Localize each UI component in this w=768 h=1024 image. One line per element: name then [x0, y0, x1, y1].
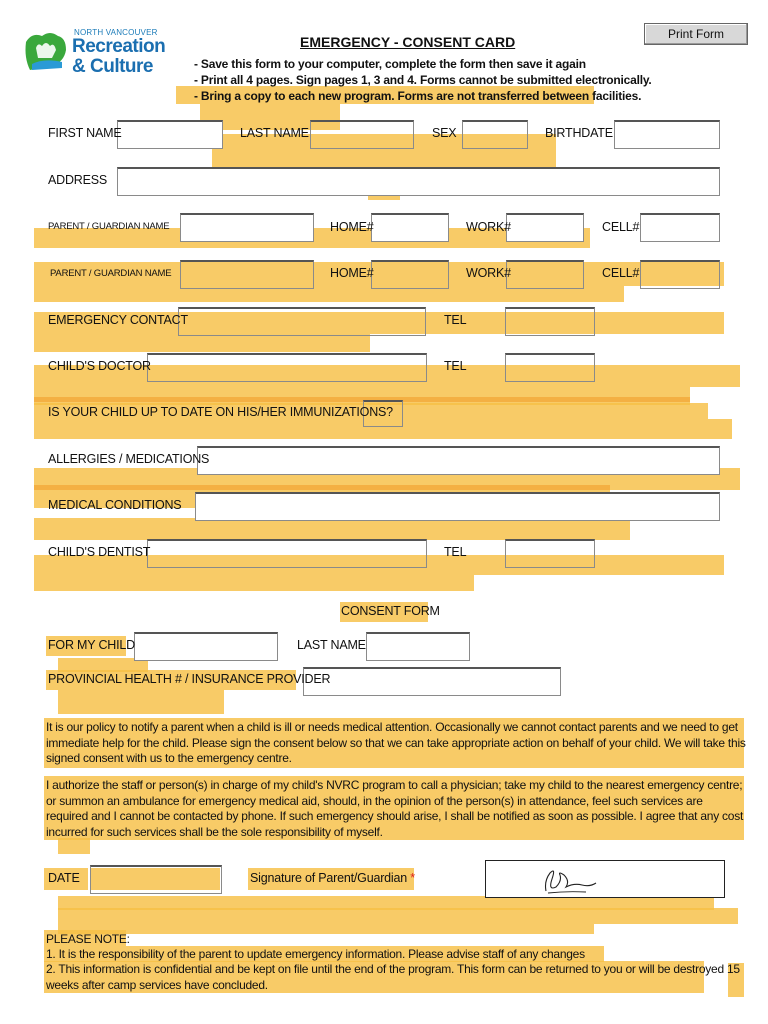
consent-child-first-name-field[interactable] [134, 632, 278, 661]
allergies-label: ALLERGIES / MEDICATIONS [48, 452, 210, 466]
nvrc-logo [22, 28, 70, 81]
parent-guardian-2-field[interactable] [180, 260, 314, 289]
medical-conditions-field[interactable] [195, 492, 720, 521]
dentist-tel-field[interactable] [505, 539, 595, 568]
last-name-label: LAST NAME [240, 126, 309, 140]
required-mark: * [410, 871, 415, 885]
address-label: ADDRESS [48, 173, 108, 187]
signature-field[interactable] [485, 860, 725, 898]
home-label-1: HOME# [330, 220, 374, 234]
health-insurance-label: PROVINCIAL HEALTH # / INSURANCE PROVIDER [48, 672, 331, 686]
page-title: EMERGENCY - CONSENT CARD [300, 34, 516, 50]
consent-form-heading: CONSENT FORM [341, 604, 440, 618]
work-phone-1-field[interactable] [506, 213, 584, 242]
childs-dentist-field[interactable] [147, 539, 427, 568]
cell-phone-1-field[interactable] [640, 213, 720, 242]
signature-scribble [486, 861, 724, 897]
consent-last-name-field[interactable] [366, 632, 470, 661]
emergency-contact-field[interactable] [178, 307, 426, 336]
work-phone-2-field[interactable] [506, 260, 584, 289]
consent-authorization-text: I authorize the staff or person(s) in charge of my child's NVRC program to call a physician; take my child to the nearest emergency centre; or summon an ambulance for emergency medical aid, should, in the opinion of the person(s) in attendance, feel such services are required and I cannot be contacted by phone. If such emergency should arise, I shall be notified as soon as possible. I agree that any cost incurred for such services shall be the sole responsibility of myself. [46, 778, 744, 839]
highlight [34, 397, 690, 402]
home-phone-2-field[interactable] [371, 260, 449, 289]
highlight [34, 575, 474, 591]
work-label-2: WORK# [466, 266, 511, 280]
for-my-child-label: FOR MY CHILD [48, 638, 135, 652]
cell-phone-2-field[interactable] [640, 260, 720, 289]
instruction-3: - Bring a copy to each new program. Forms are not transferred between facilities. [194, 89, 642, 103]
immunizations-label: IS YOUR CHILD UP TO DATE ON HIS/HER IMMUNIZATIONS? [48, 405, 393, 419]
consent-policy-text: It is our policy to notify a parent when a child is ill or needs medical attention. Occasionally we cannot contact parents and we need to get immediate help for the child. Please sign the consent below so that we can take appropriate action on behalf of your child. We will take this signed consent with us to the emergency centre. [46, 720, 746, 766]
emergency-tel-field[interactable] [505, 307, 595, 336]
health-insurance-field[interactable] [303, 667, 561, 696]
instruction-2: - Print all 4 pages. Sign pages 1, 3 and 4. Forms cannot be submitted electronically. [194, 73, 652, 87]
birthdate-field[interactable] [614, 120, 720, 149]
signature-label [250, 871, 415, 885]
print-form-button[interactable]: Print Form [644, 23, 748, 45]
note-1: 1. It is the responsibility of the parent to update emergency information. Please advise staff of any changes [46, 947, 585, 961]
highlight [58, 838, 90, 854]
parent-guardian-2-label: PARENT / GUARDIAN NAME [50, 268, 172, 279]
last-name-field[interactable] [310, 120, 414, 149]
allergies-field[interactable] [197, 446, 720, 475]
highlight [58, 908, 738, 924]
doctor-tel-label: TEL [444, 359, 467, 373]
cell-label-1: CELL# [602, 220, 640, 234]
note-2: 2. This information is confidential and be kept on file until the end of the program. This form can be returned to you or will be destroyed 15 weeks after camp services have concluded. [46, 962, 740, 992]
childs-doctor-field[interactable] [147, 353, 427, 382]
parent-guardian-1-label: PARENT / GUARDIAN NAME [48, 221, 170, 232]
emergency-tel-label: TEL [444, 313, 467, 327]
logo-small-text: NORTH VANCOUVER [74, 28, 158, 37]
emergency-contact-label: EMERGENCY CONTACT [48, 313, 188, 327]
first-name-field[interactable] [117, 120, 223, 149]
work-label-1: WORK# [466, 220, 511, 234]
highlight [58, 690, 224, 714]
birthdate-label: BIRTHDATE [545, 126, 613, 140]
logo-text [72, 37, 165, 77]
consent-last-name-label: LAST NAME [297, 638, 366, 652]
cell-label-2: CELL# [602, 266, 640, 280]
highlight [34, 518, 630, 540]
instruction-1: - Save this form to your computer, complete the form then save it again [194, 57, 586, 71]
please-note-heading: PLEASE NOTE: [46, 932, 130, 946]
home-phone-1-field[interactable] [371, 213, 449, 242]
parent-guardian-1-field[interactable] [180, 213, 314, 242]
first-name-label: FIRST NAME [48, 126, 122, 140]
highlight [34, 485, 610, 490]
highlight [34, 334, 370, 352]
address-field[interactable] [117, 167, 720, 196]
childs-doctor-label: CHILD'S DOCTOR [48, 359, 151, 373]
date-field[interactable] [90, 865, 222, 894]
dentist-tel-label: TEL [444, 545, 467, 559]
medical-conditions-label: MEDICAL CONDITIONS [48, 498, 182, 512]
signature-label-text: Signature of Parent/Guardian [250, 871, 408, 885]
date-label: DATE [48, 871, 80, 885]
childs-dentist-label: CHILD'S DENTIST [48, 545, 151, 559]
sex-field[interactable] [462, 120, 528, 149]
logo-line-1: Recreation [72, 36, 166, 57]
doctor-tel-field[interactable] [505, 353, 595, 382]
sex-label: SEX [432, 126, 457, 140]
logo-line-2: & Culture [72, 56, 153, 77]
home-label-2: HOME# [330, 266, 374, 280]
